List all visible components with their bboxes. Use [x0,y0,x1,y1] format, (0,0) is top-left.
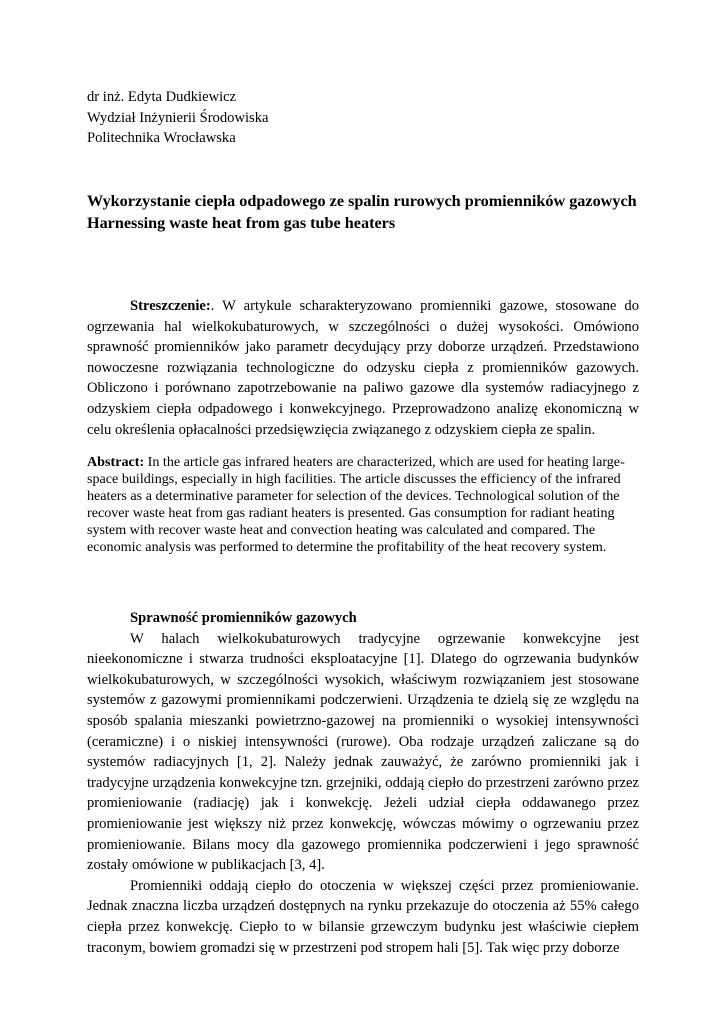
abstract-english-text: In the article gas infrared heaters are characterized, which are used for heating large-space buildings, especially in high facilities. The article discusses the efficiency of the infrared heaters as a determinative parameter for selection of the devices. Technological solution of the recover waste heat from gas radiant heaters is presented. Gas consumption for radiant heating system with recover waste heat and convection heating was calculated and compared. The economic analysis was performed to determine the profitability of the heat recovery system. [87,454,625,556]
author-university: Politechnika Wrocławska [87,130,236,146]
section-paragraph-1: W halach wielkokubaturowych tradycyjne ogrzewanie konwekcyjne jest nieekonomiczne i stwarza trudności eksploatacyjne [1]. Dlatego do ogrzewania budynków wielkokubaturowych, w szczególności wysokich, właściwym rozwiązaniem jest stosowane systemów z gazowymi promiennikami podczerwieni. Urządzenia te dzielą się ze względu na sposób spalania mieszanki powietrzno-gazowej na promienniki o wysokiej intensywności (ceramiczne) i o niskiej intensywności (rurowe). Oba rodzaje urządzeń zaliczane są do systemów radiacyjnych [1, 2]. Należy jednak zauważyć, że zarówno promienniki jak i tradycyjne urządzenia konwekcyjne tzn. grzejniki, oddają ciepło do przestrzeni zarówno przez promieniowanie (radiację) jak i konwekcję. Jeżeli udział ciepła oddawanego przez promieniowanie jest większy niż przez konwekcję, wówczas mówimy o ogrzewaniu przez promieniowanie. Bilans mocy dla gazowego promiennika podczerwieni i jego sprawność zostały omówione w publikacjach [3, 4]. [87,630,639,874]
abstract-polish-label: Streszczenie: [130,298,211,314]
author-faculty: Wydział Inżynierii Środowiska [87,109,269,126]
abstract-english-label: Abstract: [87,454,145,470]
author-name: dr inż. Edyta Dudkiewicz [87,89,237,105]
section-paragraph-2: Promienniki oddają ciepło do otoczenia w większej części przez promieniowanie. Jednak znaczna liczba urządzeń dostępnych na rynku przekazuje do otoczenia aż 55% całego ciepła przez konwekcję. Ciepło to w bilansie grzewczym budynku jest właściwie ciepłem traconym, bowiem gromadzi się w przestrzeni pod stropem hali [5]. Tak więc przy doborze [87,877,639,956]
author-block [87,87,647,149]
abstract-polish-text: . W artykule scharakteryzowano promienniki gazowe, stosowane do ogrzewania hal wielkokubaturowych, w szczególności o dużej wysokości. Omówiono sprawność promienników jako parametr decydujący przy doborze urządzeń. Przedstawiono nowoczesne rozwiązania technologiczne do odzysku ciepła z promienników gazowych. Obliczono i porównano zapotrzebowanie na paliwo gazowe dla systemów radiacyjnego z odzyskiem ciepła odpadowego i konwekcyjnego. Przeprowadzono analizę ekonomiczną w celu określenia opłacalności przedsięwzięcia związanego z odzyskiem ciepła ze spalin. [87,298,639,438]
abstract-polish [87,296,639,440]
title-polish: Wykorzystanie ciepła odpadowego ze spalin rurowych promienników gazowych [87,192,637,210]
title-english: Harnessing waste heat from gas tube heaters [87,214,396,232]
title-block [87,190,639,234]
abstract-english [87,454,639,557]
section-efficiency [87,608,639,958]
section-heading: Sprawność promienników gazowych [130,610,357,626]
